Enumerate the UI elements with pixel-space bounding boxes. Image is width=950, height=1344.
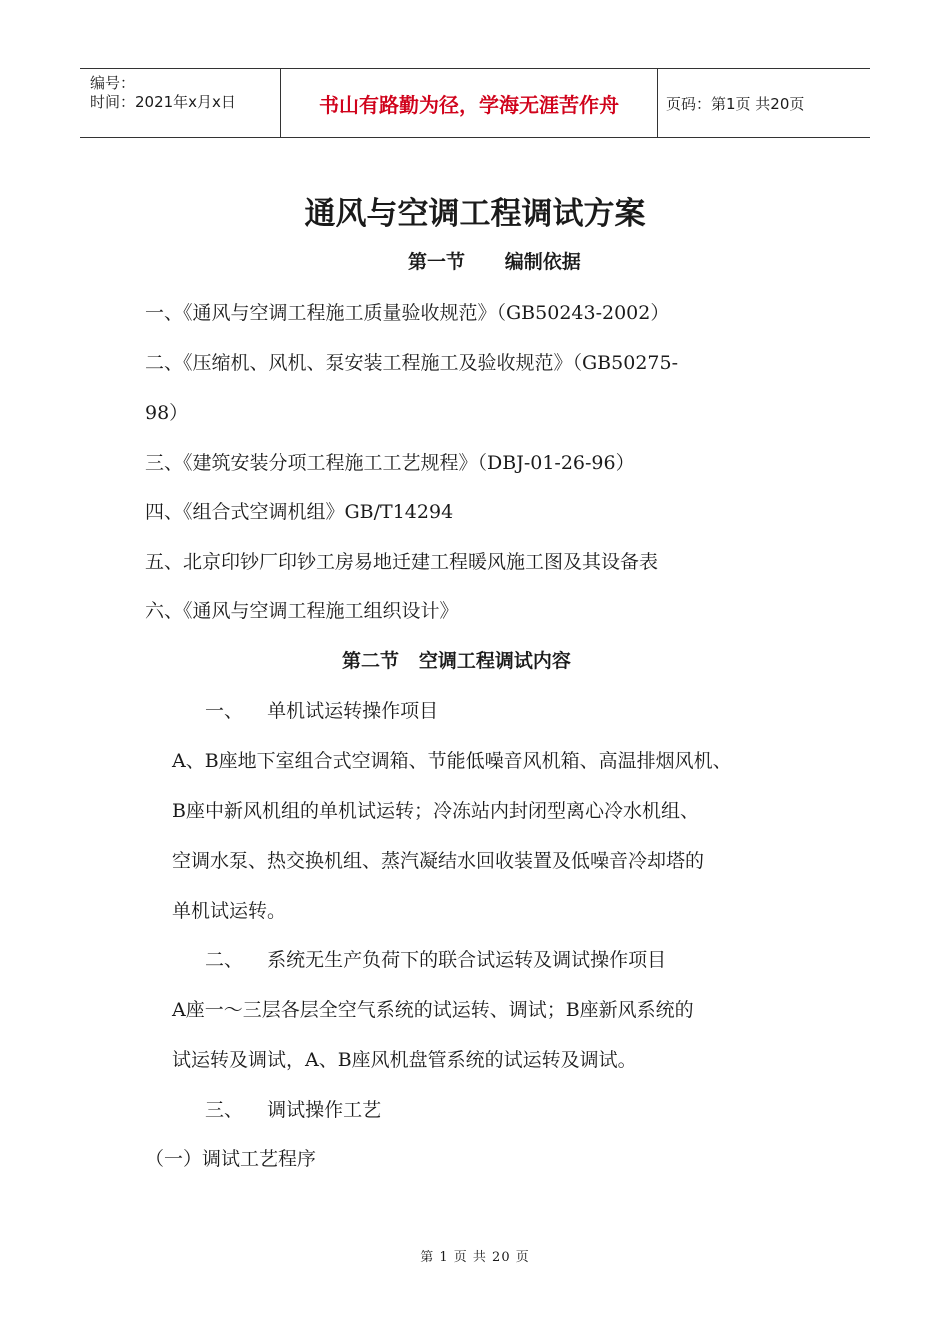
header-meta-cell	[80, 69, 281, 137]
basis-item: 一、《通风与空调工程施工质量验收规范》（GB50243-2002）	[145, 302, 670, 324]
document-title: 通风与空调工程调试方案	[304, 196, 646, 232]
paragraph-line: 试运转及调试，A、B座风机盘管系统的试运转及调试。	[172, 1049, 637, 1071]
procedure-item: （一）调试工艺程序	[145, 1148, 317, 1170]
paragraph-line: 单机试运转。	[172, 900, 287, 922]
paragraph-line: A、B座地下室组合式空调箱、节能低噪音风机箱、高温排烟风机、	[172, 750, 732, 772]
basis-item: 三、《建筑安装分项工程施工工艺规程》（DBJ-01-26-96）	[145, 452, 635, 474]
paragraph-line: B座中新风机组的单机试运转；冷冻站内封闭型离心冷水机组、	[172, 800, 699, 822]
section1-heading: 第一节 编制依据	[408, 251, 581, 273]
basis-item: 四、《组合式空调机组》GB/T14294	[145, 501, 454, 523]
basis-item-continued: 98）	[145, 402, 189, 424]
document-number-label: 编号：	[90, 74, 136, 92]
page-footer: 第 1 页 共 20 页	[420, 1250, 530, 1265]
paragraph-line: 空调水泵、热交换机组、蒸汽凝结水回收装置及低噪音冷却塔的	[172, 850, 705, 872]
subsection-title: 二、 系统无生产负荷下的联合试运转及调试操作项目	[205, 949, 667, 971]
basis-item: 二、《压缩机、风机、泵安装工程施工及验收规范》（GB50275-	[145, 352, 679, 374]
paragraph-line: A座一～三层各层全空气系统的试运转、调试；B座新风系统的	[172, 999, 694, 1021]
header-page-info: 页码：第1页 共20页	[666, 94, 805, 113]
page-header	[80, 68, 870, 138]
subsection-title: 三、 调试操作工艺	[205, 1099, 382, 1121]
document-date-label: 时间：2021年x月x日	[90, 93, 236, 111]
basis-item: 五、北京印钞厂印钞工房易地迁建工程暖风施工图及其设备表	[145, 551, 659, 573]
section2-heading: 第二节 空调工程调试内容	[342, 650, 571, 672]
basis-item: 六、《通风与空调工程施工组织设计》	[145, 600, 459, 622]
header-motto: 书山有路勤为径，学海无涯苦作舟	[281, 69, 658, 137]
subsection-title: 一、 单机试运转操作项目	[205, 700, 439, 722]
